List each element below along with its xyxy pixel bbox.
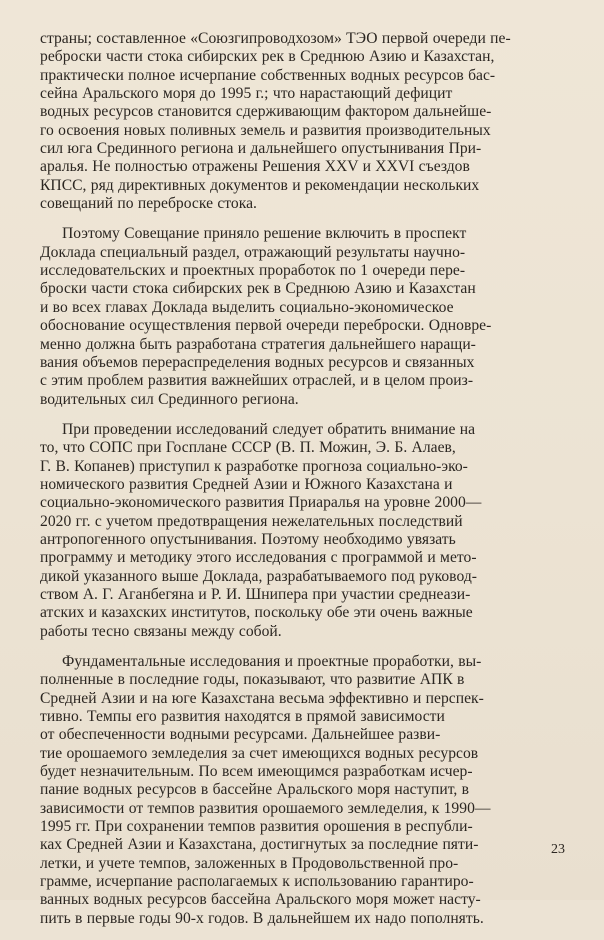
text-line: страны; составленное «Союзгипроводхозом» ТЭО первой очереди пе- xyxy=(40,30,511,47)
text-line: грамме, исчерпание располагаемых к использованию гарантиро- xyxy=(40,873,474,891)
text-line: с этим проблем развития важнейших отраслей, и в целом произ- xyxy=(40,372,474,390)
page-number: 23 xyxy=(551,842,565,857)
text-line: совещаний по переброске стока. xyxy=(40,195,257,213)
text-line: Фундаментальные исследования и проектные проработки, вы- xyxy=(62,653,482,670)
text-line: сейна Аральского моря до 1995 г.; что нарастающий дефицит xyxy=(40,85,453,103)
text-line: то, что СОПС при Госплане СССР (В. П. Можин, Э. Б. Алаев, xyxy=(40,439,456,457)
text-line: пить в первые годы 90-х годов. В дальнейшем их надо пополнять. xyxy=(40,909,484,927)
text-line: броски части стока сибирских рек в Среднюю Азию и Казахстан xyxy=(40,280,476,298)
text-line: 2020 гг. с учетом предотвращения нежелательных последствий xyxy=(40,512,463,530)
text-line: аралья. Не полностью отражены Решения XXV и XXVI съездов xyxy=(40,158,470,176)
text-line: менно должна быть разработана стратегия дальнейшего наращи- xyxy=(40,335,476,353)
text-line: и во всех главах Доклада выделить социально-экономическое xyxy=(40,298,454,316)
text-line: летки, и учете темпов, заложенных в Продовольственной про- xyxy=(40,854,459,872)
text-line: работы тесно связаны между собой. xyxy=(40,622,282,640)
text-line: 1995 гг. При сохранении темпов развития орошения в республи- xyxy=(40,818,473,836)
text-line: сил юга Срединного региона и дальнейшего опустынивания При- xyxy=(40,140,482,158)
text-line: ванных водных ресурсов бассейна Аральского моря может насту- xyxy=(40,891,481,909)
text-line: зависимости от темпов развития орошаемого земледелия, к 1990— xyxy=(40,799,491,817)
text-line: Г. В. Копанев) приступил к разработке прогноза социально-эко- xyxy=(40,457,468,475)
main-text-column xyxy=(40,30,572,940)
text-line: КПСС, ряд директивных документов и рекомендации нескольких xyxy=(40,176,480,194)
text-line: Средней Азии и на юге Казахстана весьма эффективно и перспек- xyxy=(40,689,484,707)
text-line: го освоения новых поливных земель и развития производительных xyxy=(40,121,491,139)
text-line: полненные в последние годы, показывают, что развитие АПК в xyxy=(40,671,465,689)
text-line: вания объемов перераспределения водных ресурсов и связанных xyxy=(40,353,475,371)
text-line: водительных сил Срединного региона. xyxy=(40,390,299,408)
text-line: практически полное исчерпание собственных водных ресурсов бас- xyxy=(40,66,496,84)
paragraph-1 xyxy=(40,30,572,213)
text-line: программу и методику этого исследования с программой и мето- xyxy=(40,549,477,567)
paragraph-4 xyxy=(40,653,572,928)
text-line: водных ресурсов становится сдерживающим фактором дальнейше- xyxy=(40,103,492,121)
text-line: пание водных ресурсов в бассейне Аральского моря наступит, в xyxy=(40,781,470,799)
text-line: обоснование осуществления первой очереди переброски. Одновре- xyxy=(40,317,492,335)
text-line: атских и казахских институтов, поскольку обе эти очень важные xyxy=(40,604,473,622)
text-line: от обеспеченности водными ресурсами. Дальнейшее разви- xyxy=(40,726,441,744)
text-line: При проведении исследований следует обратить внимание на xyxy=(62,420,476,438)
text-line: ством А. Г. Аганбегяна и Р. И. Шнипера при участии среднеази- xyxy=(40,585,471,603)
paragraph-2 xyxy=(40,225,572,408)
text-line: Поэтому Совещание приняло решение включить в проспект xyxy=(62,225,467,243)
text-line: реброски части стока сибирских рек в Среднюю Азию и Казахстан, xyxy=(40,48,495,66)
text-line: антропогенного опустынивания. Поэтому необходимо увязать xyxy=(40,530,456,548)
text-line: номического развития Средней Азии и Южного Казахстана и xyxy=(40,475,453,493)
text-line: социально-экономического развития Приаралья на уровне 2000— xyxy=(40,494,482,512)
text-line: исследовательских и проектных проработок по 1 очереди пере- xyxy=(40,262,466,280)
text-line: ках Средней Азии и Казахстана, достигнутых за последние пяти- xyxy=(40,836,479,854)
text-line: тивно. Темпы его развития находятся в прямой зависимости xyxy=(40,708,445,726)
paragraph-3 xyxy=(40,421,572,641)
text-line: тие орошаемого земледелия за счет имеющихся водных ресурсов xyxy=(40,744,479,762)
text-line: дикой указанного выше Доклада, разрабатываемого под руковод- xyxy=(40,567,477,585)
text-line: будет незначительным. По всем имеющимся разработкам исчер- xyxy=(40,763,473,781)
text-line: Доклада специальный раздел, отражающий результаты научно- xyxy=(40,243,466,261)
